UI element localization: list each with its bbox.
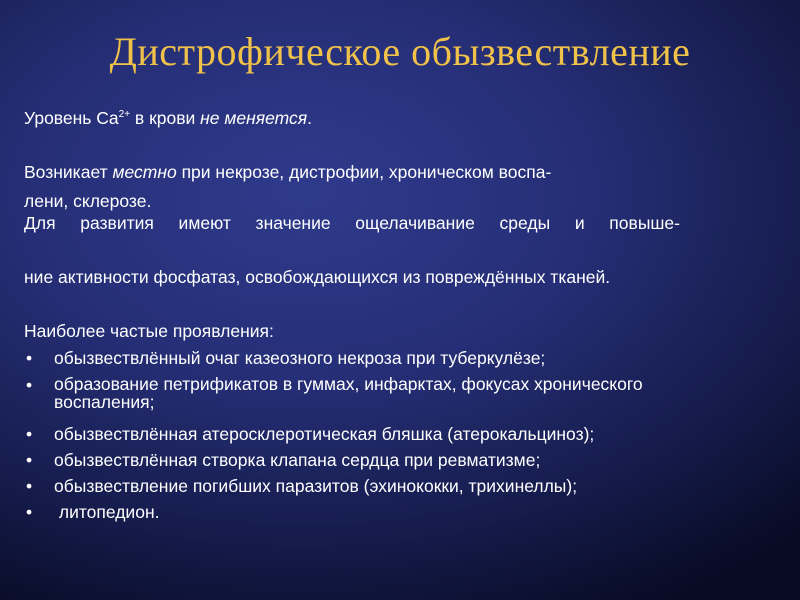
calcium-charge: 2+: [118, 109, 131, 120]
development-line-1: Для развития имеют значение ощелачивание среды и повыше-: [24, 213, 680, 233]
list-item-text: обызвествлённая атеросклеротическая бляшка (атерокальциноз);: [54, 424, 595, 444]
development-line-2: ние активности фосфатаз, освобождающихся из повреждённых тканей.: [24, 267, 611, 287]
calcium-level-mid: в крови: [130, 108, 201, 128]
calcium-level-line: [24, 104, 312, 129]
calcium-level-end: .: [307, 108, 312, 128]
origin-line-1: [24, 161, 551, 183]
origin-prefix: Возникает: [24, 162, 113, 182]
origin-line-2: лени, склерозе.: [24, 191, 152, 211]
slide-title: Дистрофическое обызвествление: [109, 29, 691, 74]
list-item-text: обызвествлённая створка клапана сердца при ревматизме;: [54, 450, 541, 470]
bullet-icon: •: [26, 476, 33, 496]
bullet-icon: •: [26, 450, 33, 470]
bullet-icon: •: [26, 502, 33, 522]
list-item-text: обызвествлённый очаг казеозного некроза при туберкулёзе;: [54, 348, 546, 368]
origin-rest: при некрозе, дистрофии, хроническом воспа-: [176, 162, 552, 182]
bullet-icon: •: [26, 348, 33, 368]
calcium-level-emphasis: не меняется: [200, 108, 308, 128]
origin-emphasis: местно: [112, 162, 177, 182]
bullet-icon: •: [26, 375, 33, 395]
list-item-text: литопедион.: [54, 502, 160, 522]
manifestations-heading: Наиболее частые проявления:: [24, 321, 274, 341]
list-item-text: обызвествление погибших паразитов (эхинококки, трихинеллы);: [54, 476, 578, 496]
bullet-icon: •: [26, 424, 33, 444]
calcium-level-prefix: Уровень Ca: [24, 108, 119, 128]
list-item-text: образование петрификатов в гуммах, инфарктах, фокусах хронического воспаления;: [54, 374, 643, 412]
